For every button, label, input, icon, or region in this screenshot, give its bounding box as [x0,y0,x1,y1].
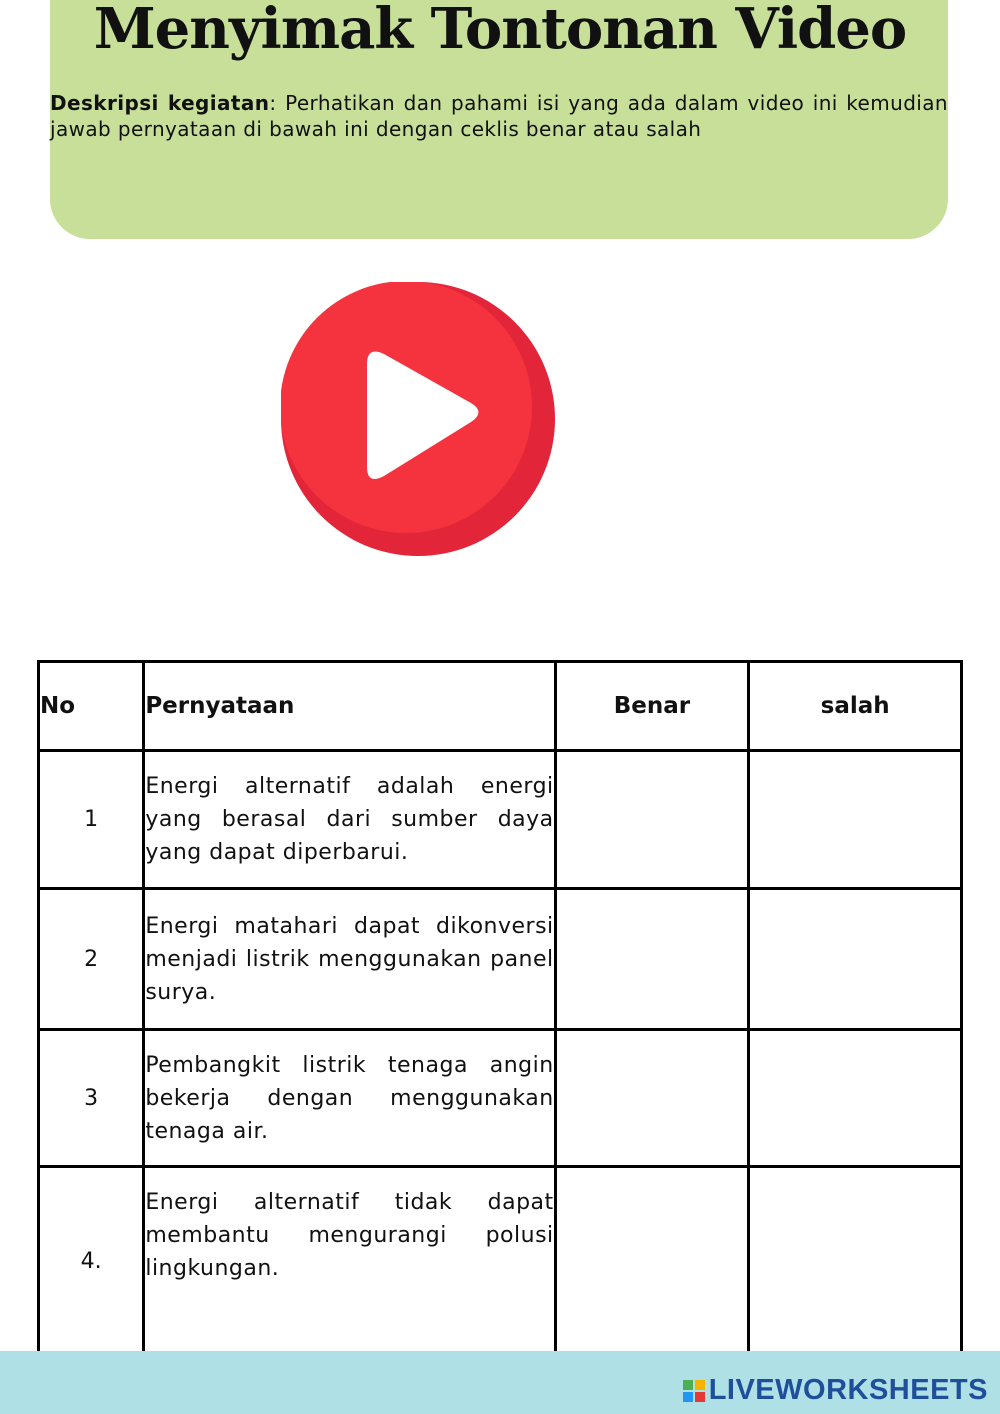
table-row [39,889,962,1030]
row-statement: Energi matahari dapat dikonversi menjadi listrik menggunakan panel surya. [144,889,555,1030]
brand-text: LIVEWORKSHEETS [708,1374,988,1406]
table-row [39,1030,962,1167]
row-statement: Energi alternatif tidak dapat membantu mengurangi polusi lingkungan. [144,1167,555,1356]
answer-cell-true[interactable] [555,751,749,889]
play-icon [281,282,555,556]
description-label: Deskripsi kegiatan [50,91,270,115]
answer-cell-true[interactable] [555,1030,749,1167]
column-header-no: No [39,662,144,751]
liveworksheets-logo-icon [683,1380,705,1402]
column-header-true: Benar [555,662,749,751]
video-play-button[interactable] [281,282,555,556]
page-title: Menyimak Tontonan Video [93,0,907,62]
activity-description [50,90,948,142]
table-row [39,751,962,889]
row-number: 1 [39,751,144,889]
row-number: 4. [39,1167,144,1356]
column-header-false: salah [749,662,962,751]
statement-table [37,660,963,1357]
row-statement: Energi alternatif adalah energi yang berasal dari sumber daya yang dapat diperbarui. [144,751,555,889]
description-text: : Perhatikan dan pahami isi yang ada dalam video ini kemudian jawab pernyataan di bawah ini dengan ceklis benar atau salah [50,91,948,141]
row-statement: Pembangkit listrik tenaga angin bekerja dengan menggunakan tenaga air. [144,1030,555,1167]
answer-cell-true[interactable] [555,889,749,1030]
column-header-statement: Pernyataan [144,662,555,751]
answer-cell-true[interactable] [555,1167,749,1356]
answer-cell-false[interactable] [749,751,962,889]
answer-cell-false[interactable] [749,1167,962,1356]
row-number: 3 [39,1030,144,1167]
liveworksheets-brand[interactable] [683,1374,988,1407]
answer-cell-false[interactable] [749,1030,962,1167]
row-number: 2 [39,889,144,1030]
answer-cell-false[interactable] [749,889,962,1030]
table-row [39,1167,962,1356]
table-header-row [39,662,962,751]
